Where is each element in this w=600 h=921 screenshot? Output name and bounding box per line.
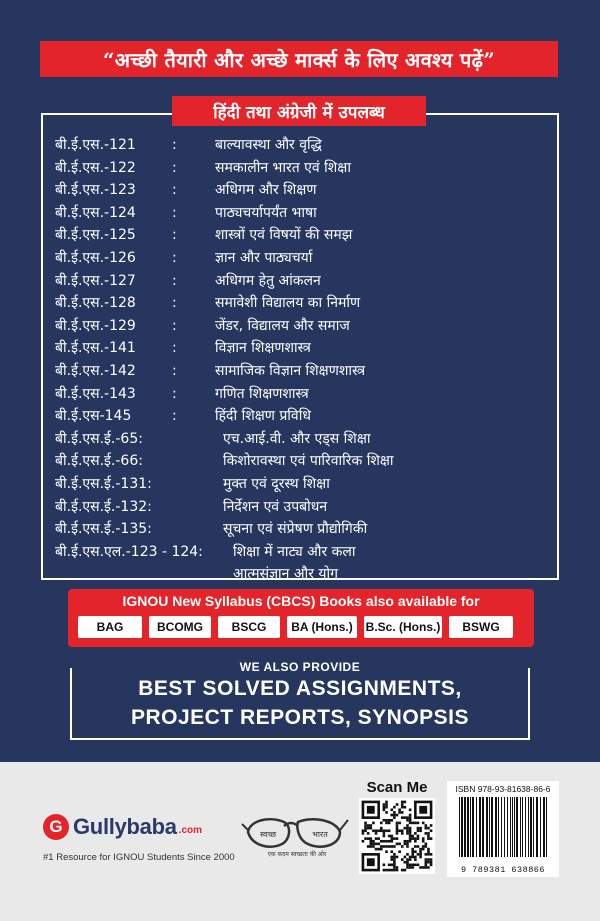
program-chip: BA (Hons.) [287, 616, 357, 638]
language-availability-text: हिंदी तथा अंग्रेजी में उपलब्ध [213, 102, 385, 123]
course-row [55, 450, 555, 473]
program-chip: B.Sc. (Hons.) [364, 616, 442, 638]
course-code: बी.ई.एस.-122 [55, 159, 136, 176]
course-title: ज्ञान और पाठ्यचर्या [215, 249, 313, 266]
course-title: सूचना एवं संप्रेषण प्रौद्योगिकी [223, 521, 368, 538]
course-title: विज्ञान शिक्षणशास्त्र [215, 340, 311, 357]
swachh-tagline: एक कदम स्वच्छता की ओर [267, 851, 327, 858]
course-title: अधिगम और शिक्षण [215, 182, 317, 199]
course-title: किशोरावस्था एवं पारिवारिक शिक्षा [223, 453, 394, 470]
course-code: बी.ई.एस.ई.-131: [55, 475, 152, 492]
course-separator: : [172, 159, 177, 176]
course-row [55, 383, 555, 406]
course-separator: : [172, 249, 177, 266]
logo-mark-icon: G [43, 814, 69, 840]
course-separator: : [172, 182, 177, 199]
course-row [55, 270, 555, 293]
course-title: जेंडर, विद्यालय और समाज [215, 317, 350, 334]
course-title: समकालीन भारत एवं शिक्षा [215, 159, 351, 176]
course-separator: : [172, 408, 177, 425]
course-code: बी.ई.एस.-127 [55, 272, 136, 289]
program-chip: BSWG [449, 616, 513, 638]
also-provide-label-text: WE ALSO PROVIDE [232, 660, 368, 674]
language-availability-badge [172, 96, 426, 126]
course-row [55, 405, 555, 428]
course-code: बी.ई.एस.-141 [55, 340, 136, 357]
course-code: बी.ई.एस.-143 [55, 385, 136, 402]
course-title: मुक्त एवं दूरस्थ शिक्षा [223, 475, 330, 492]
course-separator: : [172, 204, 177, 221]
course-title: अधिगम हेतु आंकलन [215, 272, 321, 289]
course-row [55, 360, 555, 383]
course-code: बी.ई.एस.-124 [55, 204, 136, 221]
course-code: बी.ई.एस-145 [55, 408, 132, 425]
course-code: बी.ई.एस.ई.-132: [55, 498, 152, 515]
course-separator: : [172, 272, 177, 289]
qr-code[interactable] [359, 798, 435, 874]
course-title: बाल्यावस्था और वृद्धि [215, 137, 322, 153]
also-provide-line-1: BEST SOLVED ASSIGNMENTS, [138, 677, 462, 700]
course-title: एच.आई.वी. और एड्स शिक्षा [223, 430, 371, 447]
gullybaba-logo [43, 814, 202, 840]
course-row [55, 247, 555, 270]
course-title: हिंदी शिक्षण प्रविधि [215, 408, 311, 425]
course-list [55, 134, 555, 586]
also-provide-label [0, 660, 600, 674]
course-row [55, 563, 555, 586]
course-separator: : [172, 385, 177, 402]
course-title: निर्देशन एवं उपबोधन [223, 498, 328, 515]
course-title: शास्त्रों एवं विषयों की समझ [215, 227, 353, 244]
course-separator: : [172, 317, 177, 334]
course-code: बी.ई.एस.एल.-123 - 124: [55, 543, 203, 560]
cbcs-title: IGNOU New Syllabus (CBCS) Books also available for [122, 593, 480, 609]
program-chip-list [78, 616, 513, 638]
course-title: समावेशी विद्यालय का निर्माण [215, 295, 361, 312]
course-row [55, 224, 555, 247]
isbn-digits: 9 789381 638866 [460, 865, 545, 875]
swachh-left-text: स्वच्छ [259, 830, 277, 839]
course-code: बी.ई.एस.-142 [55, 362, 136, 379]
isbn-label: ISBN 978-93-81638-86-6 [455, 784, 551, 794]
course-code: बी.ई.एस.-128 [55, 295, 136, 312]
logo-domain: .com [178, 824, 203, 836]
isbn-barcode [455, 797, 551, 863]
course-separator: : [172, 137, 177, 153]
course-row [55, 315, 555, 338]
course-row [55, 428, 555, 451]
course-code: बी.ई.एस.ई.-65: [55, 430, 143, 447]
course-title: आत्मसंज्ञान और योग [233, 566, 339, 583]
program-chip: BSCG [218, 616, 280, 638]
course-row [55, 337, 555, 360]
course-row [55, 518, 555, 541]
course-separator: : [172, 227, 177, 244]
course-row [55, 473, 555, 496]
swachh-right-text: भारत [312, 830, 328, 839]
course-title: पाठ्यचर्यापर्यंत भाषा [215, 204, 317, 221]
logo-wordmark: Gullybaba [73, 814, 177, 839]
scan-me-label: Scan Me [366, 779, 428, 796]
program-chip: BCOMG [149, 616, 211, 638]
course-code: बी.ई.एस.-125 [55, 227, 136, 244]
headline-text: “अच्छी तैयारी और अच्छे मार्क्स के लिए अवश्य पढ़ें” [102, 47, 496, 72]
course-code: बी.ई.एस.ई.-135: [55, 521, 152, 538]
program-chip: BAG [78, 616, 142, 638]
course-row [55, 179, 555, 202]
course-code: बी.ई.एस.-129 [55, 317, 136, 334]
course-row [55, 202, 555, 225]
course-separator: : [172, 295, 177, 312]
course-separator: : [172, 362, 177, 379]
course-row [55, 157, 555, 180]
isbn-block [447, 781, 559, 877]
course-row [55, 292, 555, 315]
also-provide-line-2: PROJECT REPORTS, SYNOPSIS [130, 706, 470, 729]
brand-tagline: #1 Resource for IGNOU Students Since 2000 [43, 852, 235, 863]
course-title: सामाजिक विज्ञान शिक्षणशास्त्र [215, 362, 366, 379]
course-code: बी.ई.एस.-126 [55, 249, 136, 266]
course-title: गणित शिक्षणशास्त्र [215, 385, 309, 402]
course-separator: : [172, 340, 177, 357]
course-title: शिक्षा में नाट्य और कला [233, 543, 356, 560]
course-row [55, 134, 555, 157]
course-code: बी.ई.एस.-121 [55, 137, 136, 153]
course-code: बी.ई.एस.ई.-66: [55, 453, 143, 470]
cbcs-programs-panel [68, 589, 534, 647]
course-row [55, 496, 555, 519]
course-row [55, 541, 555, 564]
course-code: बी.ई.एस.-123 [55, 182, 136, 199]
headline-banner [40, 41, 558, 77]
